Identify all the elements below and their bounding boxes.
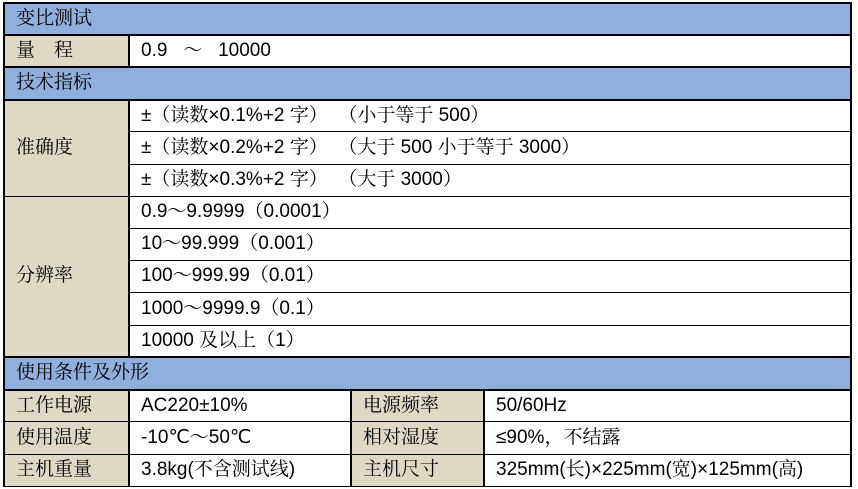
row-accuracy-2 bbox=[4, 132, 851, 164]
operating-temperature-label: 使用温度 bbox=[4, 422, 129, 454]
section-row-conditions bbox=[4, 357, 851, 389]
relative-humidity-value: ≤90%，不结露 bbox=[484, 422, 851, 454]
row-resolution-3 bbox=[4, 261, 851, 293]
accuracy-label: 准确度 bbox=[4, 100, 129, 197]
row-accuracy-1 bbox=[4, 100, 851, 132]
accuracy-value-3: ±（读数×0.3%+2 字） （大于 3000） bbox=[129, 164, 851, 196]
range-label: 量 程 bbox=[4, 35, 129, 67]
operating-temperature-value: -10℃～50℃ bbox=[129, 422, 351, 454]
row-accuracy-3 bbox=[4, 164, 851, 196]
row-resolution-1 bbox=[4, 196, 851, 228]
host-weight-label: 主机重量 bbox=[4, 454, 129, 486]
power-supply-value: AC220±10% bbox=[129, 390, 351, 422]
section-title-tech-specs: 技术指标 bbox=[4, 67, 851, 99]
resolution-value-1: 0.9～9.9999（0.0001） bbox=[129, 196, 851, 228]
resolution-label: 分辨率 bbox=[4, 196, 129, 357]
host-size-value: 325mm(长)×225mm(宽)×125mm(高) bbox=[484, 454, 851, 486]
power-frequency-value: 50/60Hz bbox=[484, 390, 851, 422]
resolution-value-2: 10～99.999（0.001） bbox=[129, 229, 851, 261]
power-frequency-label: 电源频率 bbox=[351, 390, 484, 422]
row-resolution-5 bbox=[4, 325, 851, 357]
relative-humidity-label: 相对湿度 bbox=[351, 422, 484, 454]
resolution-value-3: 100～999.99（0.01） bbox=[129, 261, 851, 293]
section-title-conditions: 使用条件及外形 bbox=[4, 357, 851, 389]
row-resolution-4 bbox=[4, 293, 851, 325]
row-temperature bbox=[4, 422, 851, 454]
row-power bbox=[4, 390, 851, 422]
resolution-value-5: 10000 及以上（1） bbox=[129, 325, 851, 357]
row-resolution-2 bbox=[4, 229, 851, 261]
power-supply-label: 工作电源 bbox=[4, 390, 129, 422]
spec-table bbox=[3, 2, 852, 487]
accuracy-value-1: ±（读数×0.1%+2 字） （小于等于 500） bbox=[129, 100, 851, 132]
host-size-label: 主机尺寸 bbox=[351, 454, 484, 486]
section-row-tech-specs bbox=[4, 67, 851, 99]
row-weight-size bbox=[4, 454, 851, 486]
accuracy-value-2: ±（读数×0.2%+2 字） （大于 500 小于等于 3000） bbox=[129, 132, 851, 164]
range-value: 0.9 ～ 10000 bbox=[129, 35, 851, 67]
resolution-value-4: 1000～9999.9（0.1） bbox=[129, 293, 851, 325]
row-range bbox=[4, 35, 851, 67]
host-weight-value: 3.8kg(不含测试线) bbox=[129, 454, 351, 486]
section-title-ratio-test: 变比测试 bbox=[4, 3, 851, 35]
section-row-ratio-test bbox=[4, 3, 851, 35]
